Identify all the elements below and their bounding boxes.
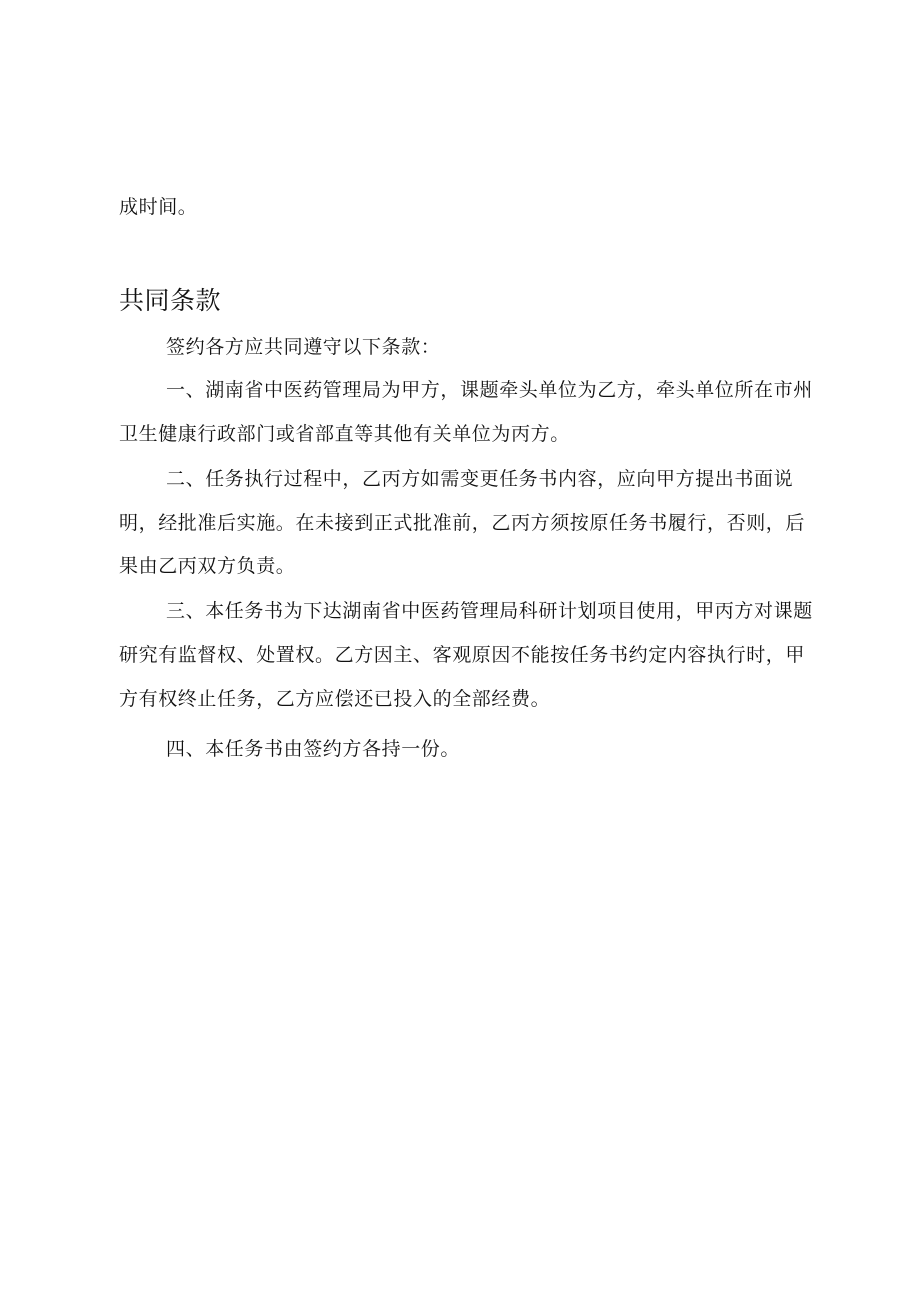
intro-paragraph: 签约各方应共同遵守以下条款： — [166, 336, 441, 358]
clause-line: 四、本任务书由签约方各持一份。 — [166, 738, 461, 760]
clause-line: 三、本任务书为下达湖南省中医药管理局科研计划项目使用，甲丙方对课题 — [166, 600, 813, 622]
clause-line: 卫生健康行政部门或省部直等其他有关单位为丙方。 — [119, 423, 570, 445]
clause-line: 一、湖南省中医药管理局为甲方，课题牵头单位为乙方，牵头单位所在市州 — [166, 379, 813, 401]
clause-line: 果由乙丙双方负责。 — [119, 555, 296, 577]
clause-line: 明，经批准后实施。在未接到正式批准前，乙丙方须按原任务书履行，否则，后 — [119, 512, 806, 534]
continuation-text: 成时间。 — [119, 196, 198, 218]
section-heading: 共同条款 — [119, 286, 222, 315]
clause-line: 研究有监督权、处置权。乙方因主、客观原因不能按任务书约定内容执行时，甲 — [119, 644, 806, 666]
clause-line: 方有权终止任务，乙方应偿还已投入的全部经费。 — [119, 688, 551, 710]
clause-line: 二、任务执行过程中，乙丙方如需变更任务书内容，应向甲方提出书面说 — [166, 468, 794, 490]
